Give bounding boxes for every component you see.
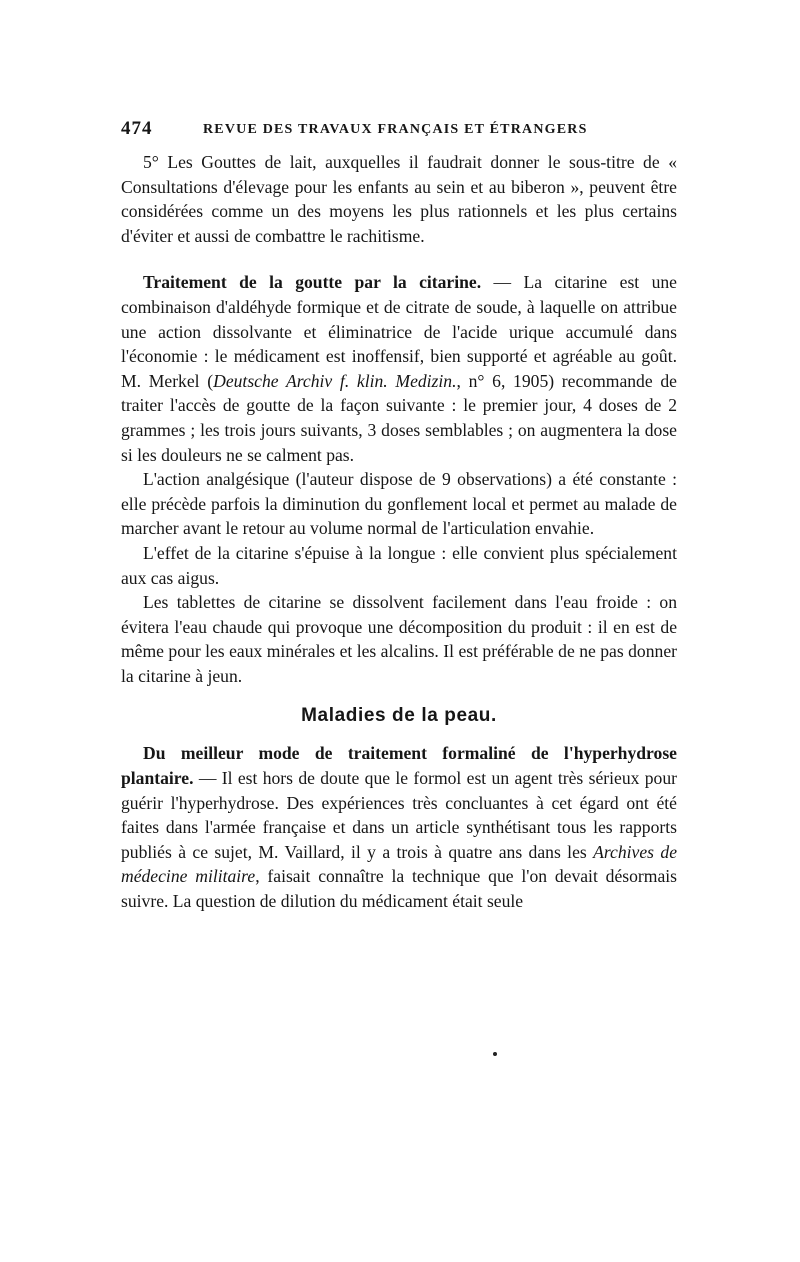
paragraph-citarine-intro	[121, 270, 677, 467]
paragraph-hyperhydrose	[121, 741, 677, 913]
journal-reference-deutsche-archiv: Deutsche Archiv f. klin. Medizin.	[213, 370, 457, 391]
article-heading-hyperhydrose: Du meilleur mode de traitement formaliné de l'hyperhydrose plantaire.	[121, 743, 677, 789]
citarine-text-part-1: — La citarine est une combinaison d'aldéhyde formique et de citrate de soude, à laquelle on attribue une action dissolvante et éliminatrice de l'acide urique accumulé dans l'économie : le médicament est inoffensif, bien supporté et agréable au goût. M. Merkel (	[121, 272, 677, 391]
paragraph-gap	[121, 248, 677, 270]
hyperhydrose-text-part-1: — Il est hors de doute que le formol est un agent très sérieux pour guérir l'hyperhydrose. Des expériences très concluantes à cet égard ont été faites dans l'armée française et dans un article synthétisant tous les rapports publiés à ce sujet, M. Vaillard, il y a trois à quatre ans dans les	[121, 768, 677, 862]
print-speck-dot	[493, 1052, 497, 1056]
page-content	[121, 118, 677, 914]
paragraph-tablettes: Les tablettes de citarine se dissolvent facilement dans l'eau froide : on évitera l'eau chaude qui provoque une décomposition du produit : il en est de même pour les eaux minérales et les alcalins. Il est préférable de ne pas donner la citarine à jeun.	[121, 592, 677, 686]
citarine-text-part-2: , n° 6, 1905) recommande de traiter l'accès de goutte de la façon suivante : le premier jour, 4 doses de 2 grammes ; les trois jours suivants, 3 doses semblables ; on augmentera la dose si les douleurs ne se calment pas.	[121, 370, 677, 465]
section-heading-maladies-peau: Maladies de la peau.	[301, 705, 497, 727]
journal-reference-archives-medecine: Archives de médecine militaire	[121, 841, 677, 887]
hyperhydrose-text-part-2: , faisait connaître la technique que l'on devait désormais suivre. La question de dilution du médicament était seule	[121, 866, 677, 912]
running-title: REVUE DES TRAVAUX FRANÇAIS ET ÉTRANGERS	[203, 122, 588, 137]
paragraph-effet-citarine: L'effet de la citarine s'épuise à la longue : elle convient plus spécialement aux cas aigus.	[121, 542, 677, 588]
article-heading-citarine: Traitement de la goutte par la citarine.	[143, 272, 482, 293]
running-head	[121, 118, 677, 146]
paragraph-action-analgesique: L'action analgésique (l'auteur dispose de 9 observations) a été constante : elle précède parfois la diminution du gonflement local et permet au malade de marcher avant le retour au volume normal de l'articulation envahie.	[121, 469, 677, 539]
page-number: 474	[121, 118, 153, 139]
paragraph-gouttes-de-lait: 5° Les Gouttes de lait, auxquelles il faudrait donner le sous-titre de « Consultations d'élevage pour les enfants au sein et au biberon », peuvent être considérées comme un des moyens les plus rationnels et les plus certains d'éviter et aussi de combattre le rachitisme.	[121, 152, 677, 246]
